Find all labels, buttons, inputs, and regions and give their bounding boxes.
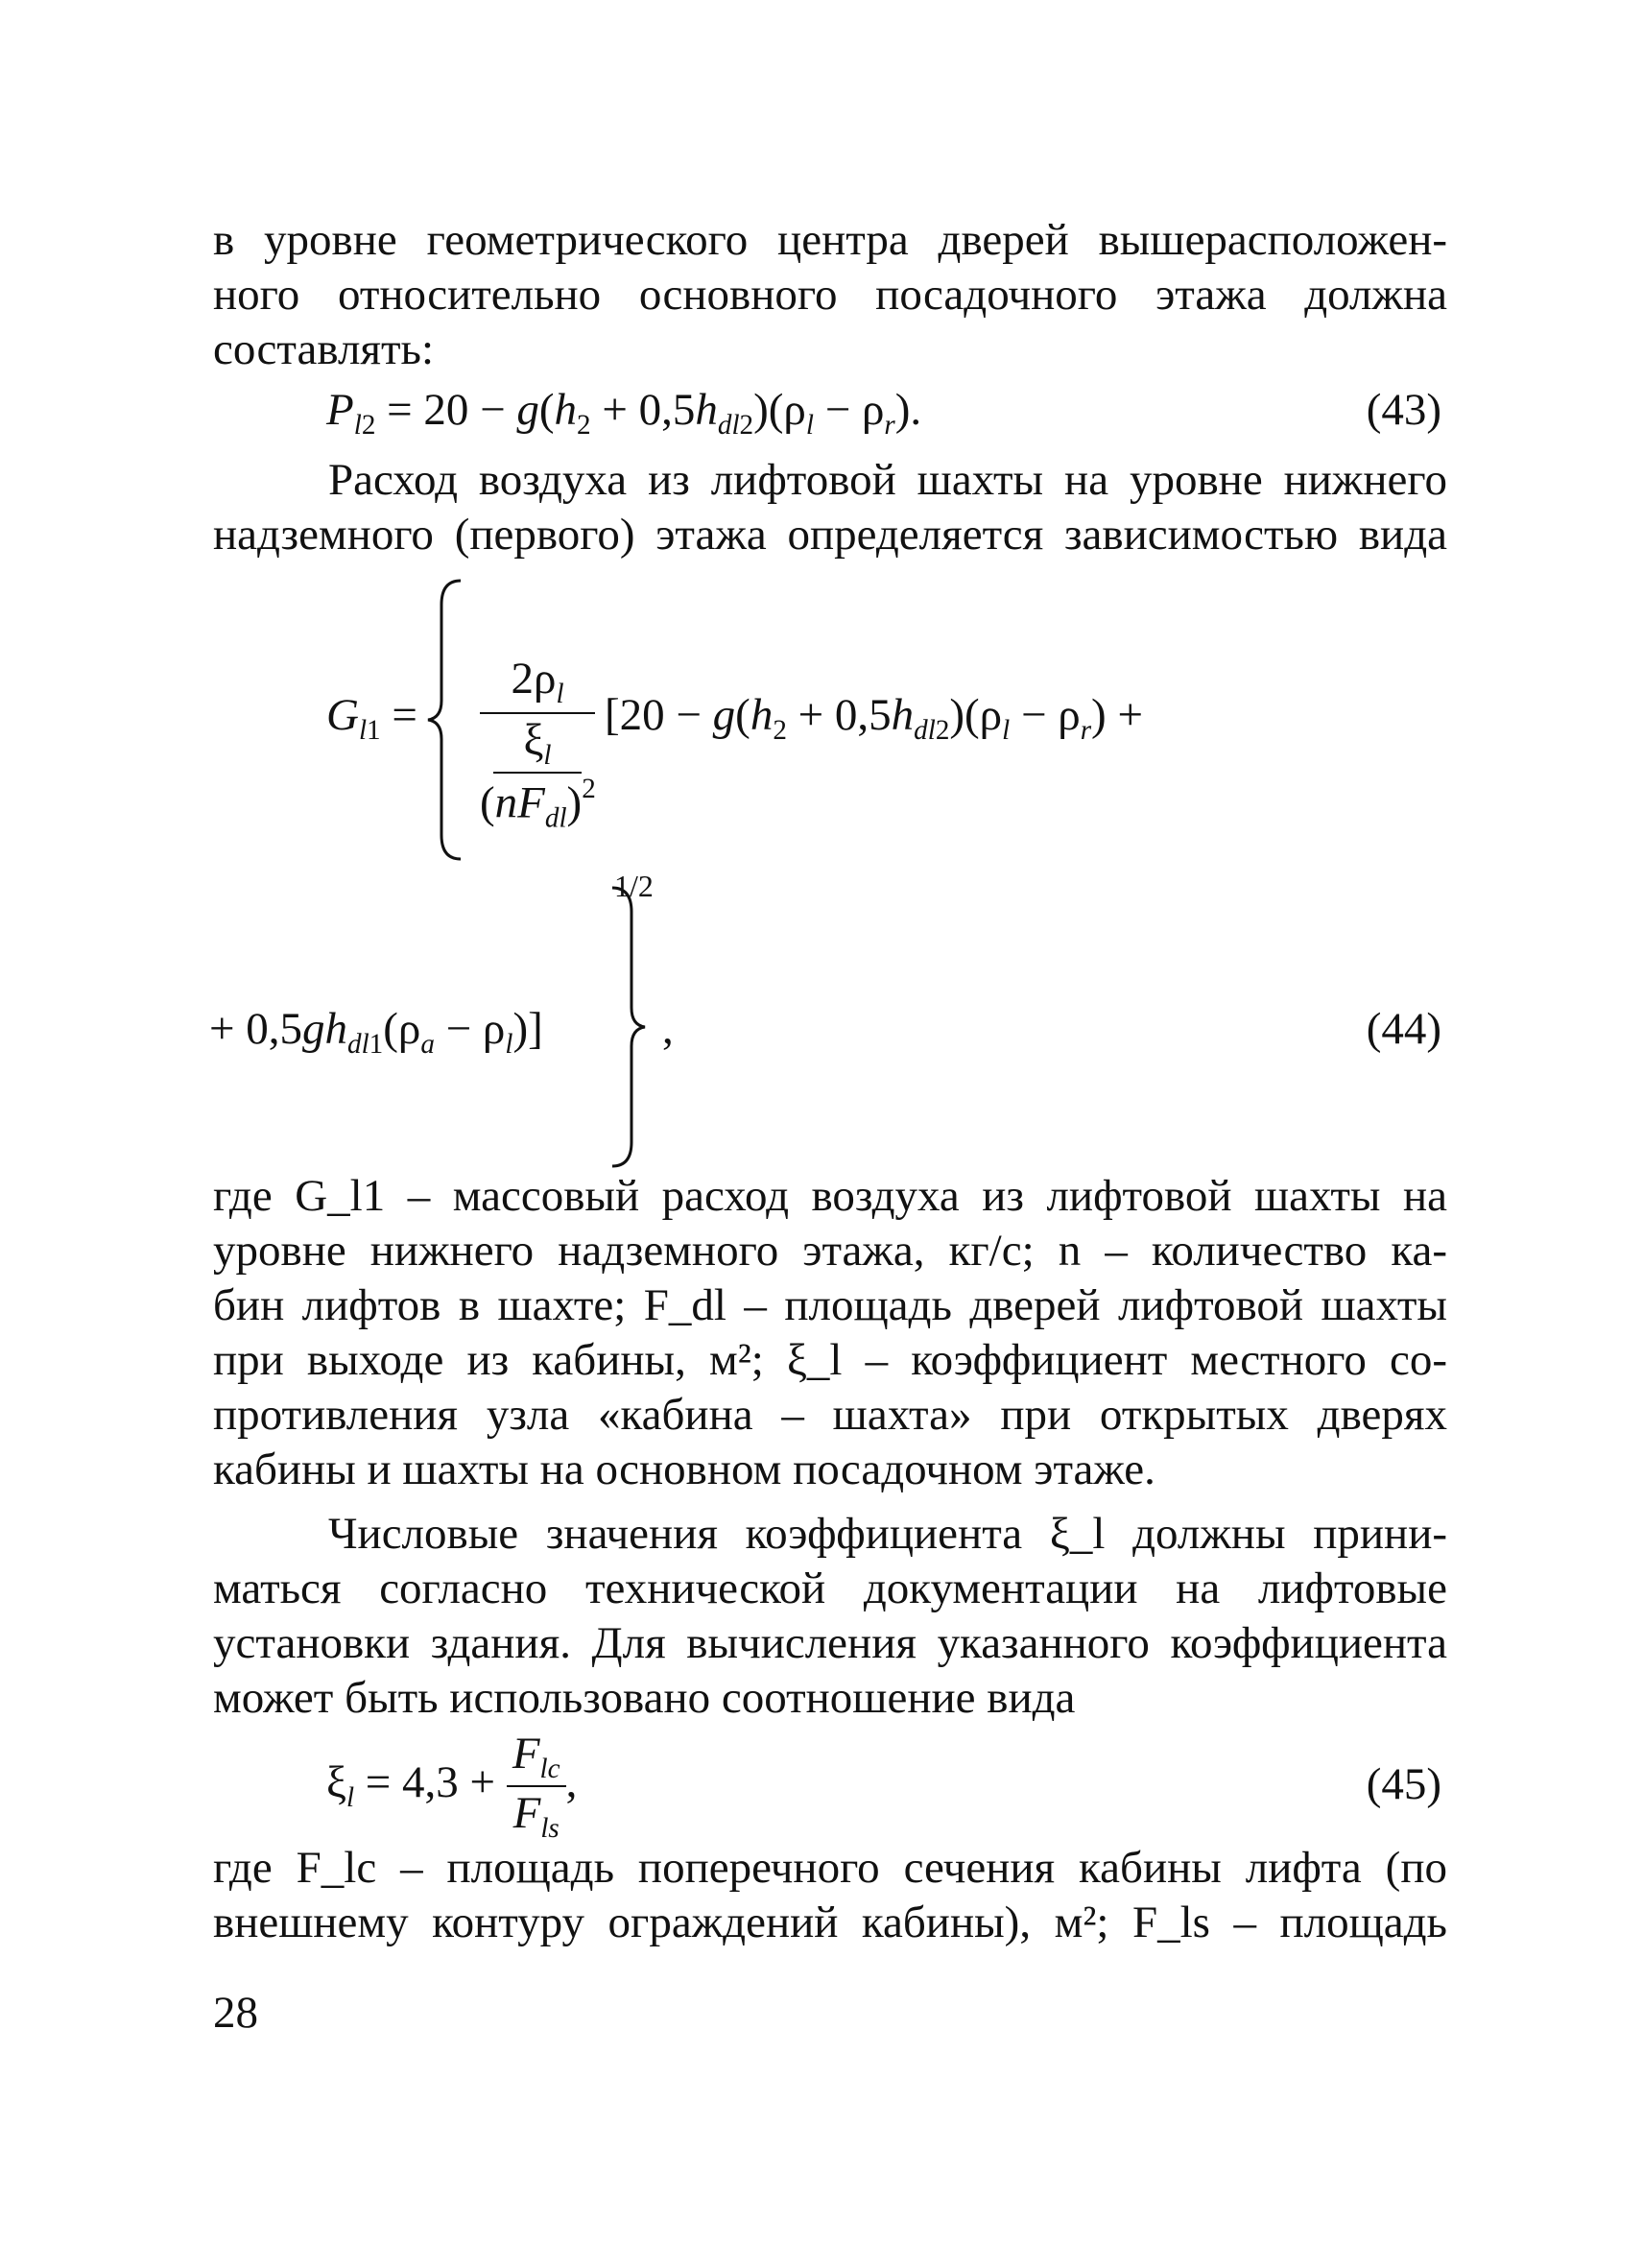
text-line: Расход воздуха из лифтовой шахты на уровне нижнего [328, 455, 1447, 505]
equation-number-43: (43) [1366, 385, 1441, 435]
eq44-comma: , [662, 1004, 674, 1054]
equation-43: $P_{l2} = 20 - g(h_2 + 0,5h_{dl2})(\rho_l - \rho_r)$. [326, 385, 922, 442]
equation-number-44: (44) [1366, 1004, 1441, 1054]
text-line: где G_l1 – массовый расход воздуха из лифтовой шахты на [213, 1171, 1447, 1221]
eq44-power: 1/2 [614, 869, 654, 903]
text-line: кабины и шахты на основном посадочном этаже. [213, 1444, 1155, 1494]
text-line: Числовые значения коэффициента ξ_l должны прини- [328, 1509, 1447, 1559]
text-line: ного относительно основного посадочного этажа должна [213, 270, 1447, 320]
right-brace-icon [605, 883, 653, 1171]
eq44-fraction: $2\rho_l$ $\xi_l$ $(nF_{dl})^2$ [480, 654, 596, 834]
text-line: надземного (первого) этажа определяется зависимостью вида [213, 510, 1447, 560]
page-number: 28 [213, 1988, 258, 2038]
text-line: внешнему контуру ограждений кабины), м²; F_ls – площадь [213, 1898, 1447, 1947]
text-line: при выходе из кабины, м²; ξ_l – коэффициент местного со- [213, 1335, 1447, 1385]
eq44-lhs: $G_{l1}$ = [326, 690, 417, 747]
equation-45: $\xi_l = 4,3$ + $\frac{F_{lc}}{F_{ls}}$ , [326, 1729, 578, 1845]
paragraph-5 [213, 1841, 1447, 1950]
text-line: составлять: [213, 324, 435, 374]
text-line: может быть использовано соотношение вида [213, 1673, 1076, 1723]
text-line: уровне нижнего надземного этажа, кг/с; n – количество ка- [213, 1226, 1447, 1276]
paragraph-3 [213, 1169, 1447, 1497]
text-line: установки здания. Для вычисления указанного коэффициента [213, 1618, 1447, 1668]
left-brace-icon [422, 576, 470, 864]
eq44-second-line: + $0,5gh_{dl1}(\rho_a - \rho_l)$] [209, 1004, 543, 1061]
equation-number-45: (45) [1366, 1759, 1441, 1809]
paragraph-4 [213, 1507, 1447, 1726]
text-line: где F_lc – площадь поперечного сечения кабины лифта (по [213, 1843, 1447, 1893]
text-line: маться согласно технической документации на лифтовые [213, 1564, 1447, 1613]
text-line: бин лифтов в шахте; F_dl – площадь дверей лифтовой шахты [213, 1280, 1447, 1330]
text-line: в уровне геометрического центра дверей вышерасположен- [213, 215, 1447, 265]
paragraph-1 [213, 213, 1447, 377]
eq44-bracket-term: [$20 - g(h_2 + 0,5h_{dl2})(\rho_l - \rho_r)$ + [605, 690, 1143, 747]
text-line: противления узла «кабина – шахта» при открытых дверях [213, 1390, 1447, 1440]
paragraph-2 [213, 453, 1447, 562]
